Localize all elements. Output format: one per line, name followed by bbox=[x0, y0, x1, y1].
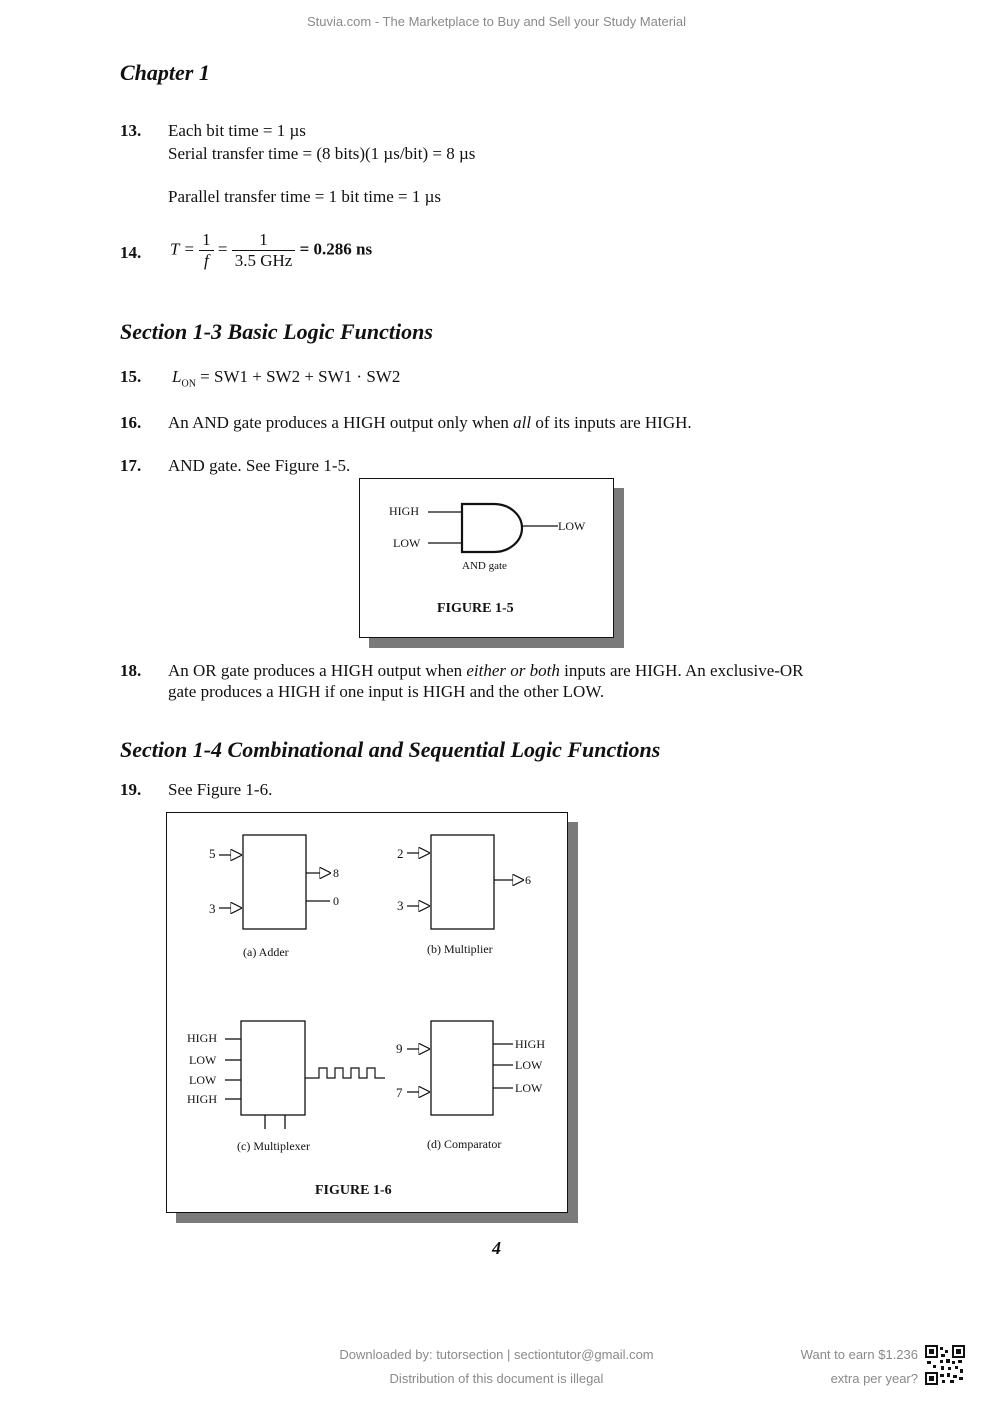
fig15-gate-label: AND gate bbox=[462, 560, 507, 572]
mux-input-1: HIGH bbox=[187, 1031, 217, 1045]
q19-text: See Figure 1-6. bbox=[168, 780, 273, 799]
question-number-18: 18. bbox=[120, 661, 142, 680]
comparator-output-1: HIGH bbox=[515, 1037, 545, 1051]
q14-frac2-numerator: 1 bbox=[232, 230, 296, 251]
figure-1-6 bbox=[166, 812, 568, 1213]
q15-variable: L bbox=[172, 367, 182, 386]
adder-block bbox=[209, 835, 339, 959]
q18-line1 bbox=[168, 661, 804, 681]
q14-frac2-denominator: 3.5 GHz bbox=[234, 251, 293, 270]
fig15-output-label: LOW bbox=[558, 519, 586, 533]
site-header: Stuvia.com - The Marketplace to Buy and Sell your Study Material bbox=[306, 14, 687, 29]
footer-distribution-notice: Distribution of this document is illegal bbox=[389, 1371, 604, 1386]
qr-code-icon[interactable] bbox=[925, 1345, 965, 1385]
and-gate-diagram bbox=[360, 479, 613, 637]
figure-1-5 bbox=[359, 478, 614, 638]
q17-text: AND gate. See Figure 1-5. bbox=[168, 456, 351, 475]
mux-output-waveform bbox=[305, 1068, 385, 1078]
fig16-caption: FIGURE 1-6 bbox=[315, 1183, 392, 1198]
adder-input-2: 3 bbox=[209, 901, 216, 916]
q16-text bbox=[168, 413, 692, 433]
multiplier-output: 6 bbox=[525, 873, 531, 887]
multiplexer-label: (c) Multiplexer bbox=[237, 1139, 310, 1153]
question-number-16: 16. bbox=[120, 413, 142, 432]
comparator-label: (d) Comparator bbox=[427, 1137, 502, 1151]
question-number-13: 13. bbox=[120, 121, 142, 140]
q16-text-post: of its inputs are HIGH. bbox=[531, 413, 692, 432]
q14-fraction-1 bbox=[199, 230, 214, 271]
q16-text-pre: An AND gate produces a HIGH output only when bbox=[168, 413, 514, 432]
mux-input-4: HIGH bbox=[187, 1092, 217, 1106]
q18-text-emphasis: either or both bbox=[466, 661, 560, 680]
question-number-17: 17. bbox=[120, 456, 142, 475]
question-number-19: 19. bbox=[120, 780, 142, 799]
comparator-input-1: 9 bbox=[396, 1041, 403, 1056]
q16-text-emphasis: all bbox=[513, 413, 532, 432]
multiplier-input-2: 3 bbox=[397, 898, 404, 913]
q14-fraction-2 bbox=[232, 230, 296, 271]
footer-earn-line-2[interactable]: extra per year? bbox=[830, 1371, 918, 1386]
q18-text-post: inputs are HIGH. An exclusive-OR bbox=[559, 661, 804, 680]
page-number: 4 bbox=[492, 1238, 501, 1258]
q14-frac1-numerator: 1 bbox=[199, 230, 214, 251]
question-number-14: 14. bbox=[120, 243, 142, 262]
adder-input-1: 5 bbox=[209, 846, 216, 861]
adder-output-sum: 8 bbox=[333, 866, 339, 880]
section-heading-1-3: Section 1-3 Basic Logic Functions bbox=[120, 319, 433, 344]
q14-equation bbox=[170, 230, 372, 271]
q14-lhs: T = bbox=[170, 239, 195, 259]
fig15-input-low-label: LOW bbox=[393, 536, 421, 550]
multiplier-input-1: 2 bbox=[397, 846, 404, 861]
adder-output-carry: 0 bbox=[333, 894, 339, 908]
multiplexer-block bbox=[187, 1021, 385, 1153]
q15-expression bbox=[172, 367, 400, 389]
comparator-output-3: LOW bbox=[515, 1081, 543, 1095]
q15-expr-text: = SW1 + SW2 + SW1 · SW2 bbox=[195, 367, 401, 386]
mux-input-3: LOW bbox=[189, 1073, 217, 1087]
q14-result: = 0.286 ns bbox=[299, 239, 373, 259]
q14-equals: = bbox=[217, 239, 228, 259]
comparator-block bbox=[396, 1021, 545, 1151]
mux-input-2: LOW bbox=[189, 1053, 217, 1067]
multiplier-block bbox=[397, 835, 531, 956]
q15-subscript: ON bbox=[181, 378, 196, 390]
comparator-output-2: LOW bbox=[515, 1058, 543, 1072]
q13-line3: Parallel transfer time = 1 bit time = 1 µs bbox=[168, 187, 442, 206]
logic-functions-diagram bbox=[167, 813, 567, 1212]
footer-downloaded-by: Downloaded by: tutorsection | sectiontutor@gmail.com bbox=[339, 1347, 654, 1362]
section-heading-1-4: Section 1-4 Combinational and Sequential Logic Functions bbox=[120, 737, 661, 762]
q13-line2: Serial transfer time = (8 bits)(1 µs/bit) = 8 µs bbox=[168, 144, 476, 163]
q18-text-pre: An OR gate produces a HIGH output when bbox=[168, 661, 467, 680]
footer-earn-line-1[interactable]: Want to earn $1.236 bbox=[800, 1347, 918, 1362]
comparator-input-2: 7 bbox=[396, 1085, 403, 1100]
question-number-15: 15. bbox=[120, 367, 142, 386]
chapter-title: Chapter 1 bbox=[120, 60, 210, 85]
q13-line1: Each bit time = 1 µs bbox=[168, 121, 306, 140]
adder-label: (a) Adder bbox=[243, 945, 289, 959]
multiplier-label: (b) Multiplier bbox=[427, 942, 493, 956]
and-gate-symbol bbox=[462, 504, 522, 552]
fig15-caption: FIGURE 1-5 bbox=[437, 601, 514, 616]
q18-line2: gate produces a HIGH if one input is HIGH and the other LOW. bbox=[168, 682, 605, 701]
q14-frac1-denominator: f bbox=[204, 251, 209, 270]
fig15-input-high-label: HIGH bbox=[389, 504, 419, 518]
